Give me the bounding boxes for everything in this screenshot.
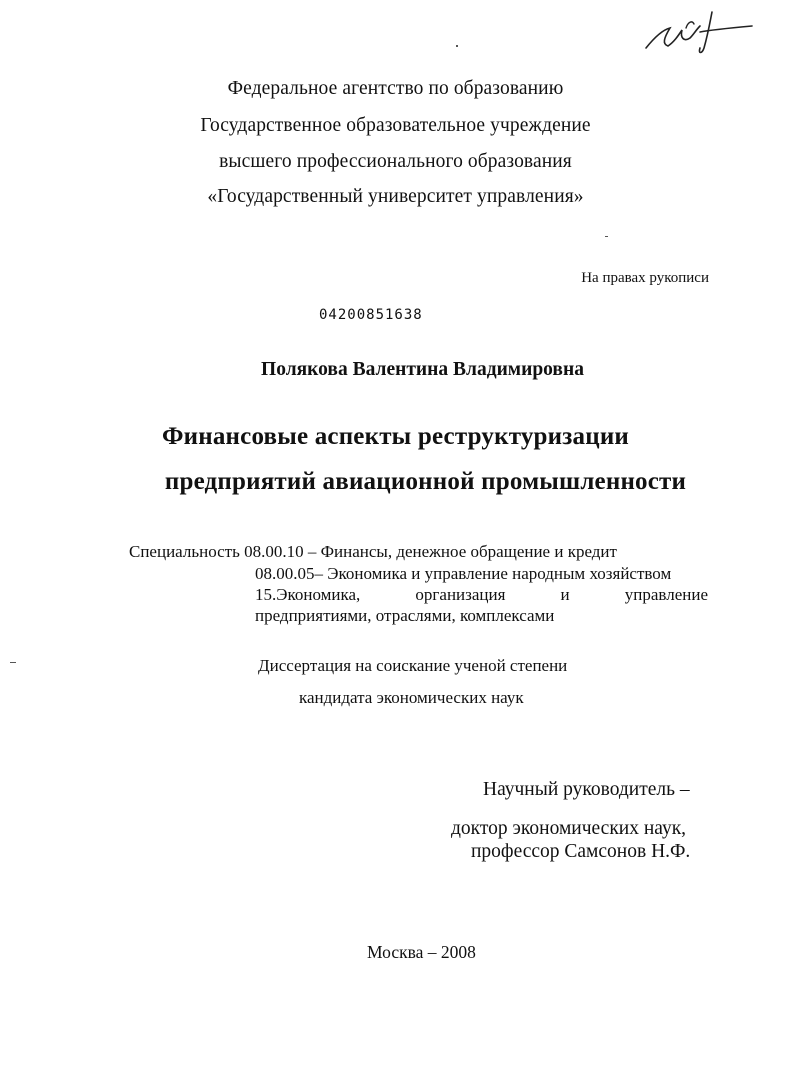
specialty-word: управление	[624, 585, 708, 604]
author-name: Полякова Валентина Владимировна	[261, 359, 584, 380]
catalog-code: 04200851638	[319, 307, 423, 323]
specialty-word: и	[560, 585, 570, 604]
supervisor-name: профессор Самсонов Н.Ф.	[471, 841, 691, 862]
supervisor-role: Научный руководитель –	[483, 779, 690, 800]
specialty-line-1	[129, 542, 617, 562]
thesis-title-line-2: предприятий авиационной промышленности	[164, 468, 687, 495]
city-year: Москва – 2008	[367, 942, 476, 962]
specialty-word: организация	[415, 585, 506, 604]
specialty-line-3	[255, 585, 708, 605]
specialty-line-4: предприятиями, отраслями, комплексами	[255, 606, 555, 625]
dissertation-purpose: Диссертация на соискание ученой степени	[258, 656, 568, 675]
specialty-word: 15.Экономика,	[255, 585, 361, 604]
degree-sought: кандидата экономических наук	[299, 688, 524, 707]
scan-speck	[456, 45, 458, 47]
handwritten-signature-icon	[640, 8, 755, 56]
agency-name: Федеральное агентство по образованию	[227, 78, 564, 99]
scan-speck	[605, 236, 608, 237]
specialty-line-2: 08.00.05– Экономика и управление народным хозяйством	[255, 564, 672, 583]
specialty-label: Специальность	[129, 542, 240, 561]
institution-level: высшего профессионального образования	[219, 151, 572, 172]
specialty-code-1: 08.00.10 – Финансы, денежное обращение и кредит	[244, 542, 617, 561]
scan-speck	[10, 662, 16, 663]
supervisor-degree: доктор экономических наук,	[451, 818, 687, 839]
university-name: «Государственный университет управления»	[207, 186, 584, 207]
manuscript-rights: На правах рукописи	[581, 270, 709, 286]
thesis-title-line-1: Финансовые аспекты реструктуризации	[161, 423, 630, 450]
institution-type: Государственное образовательное учреждение	[200, 115, 591, 136]
